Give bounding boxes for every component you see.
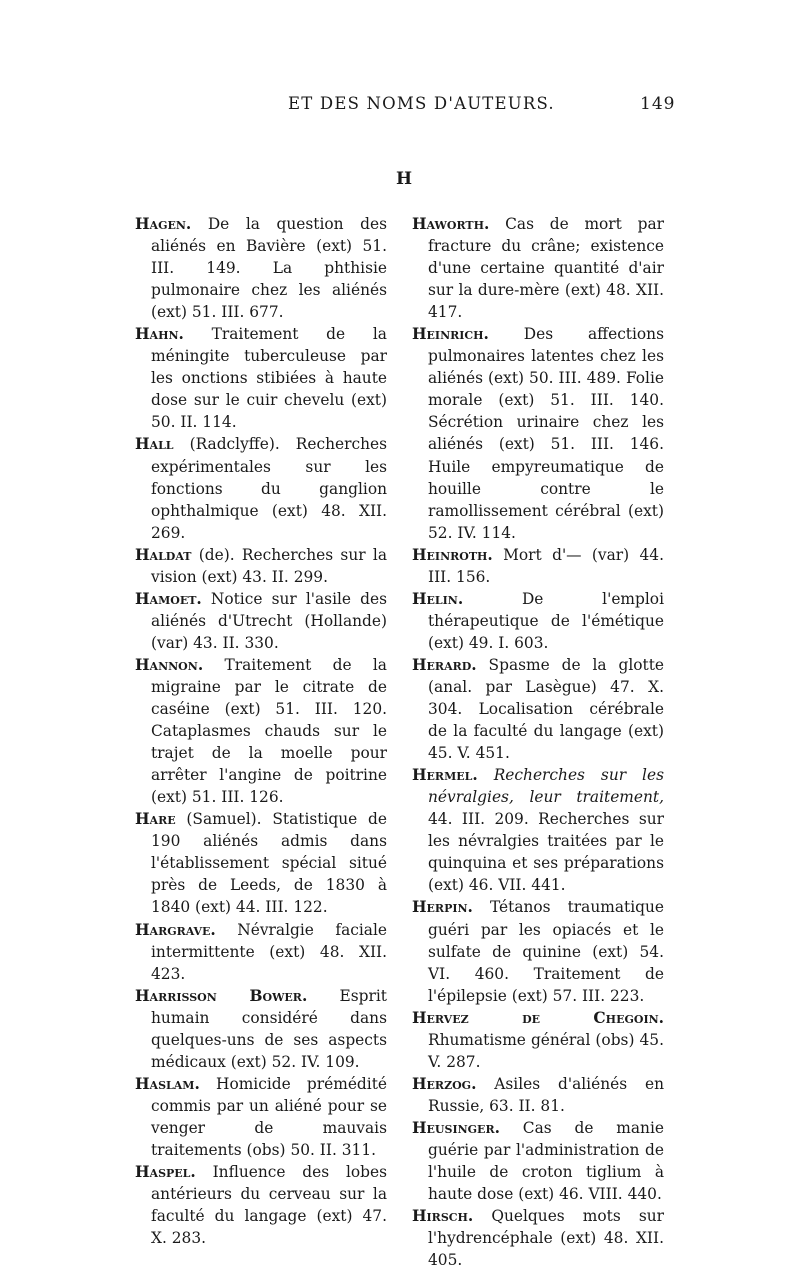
entry-text: Asiles d'aliénés en Russie, 63. II. 81. <box>428 1074 664 1115</box>
author-name: Herard. <box>412 655 477 674</box>
entry-text: (Samuel). Statistique de 190 aliénés admis dans l'établissement spécial situé près de Leeds, de 1830 à 1840 (ext) 44. III. 122. <box>151 810 387 917</box>
index-entry <box>412 1117 664 1205</box>
author-name: Helin. <box>412 589 464 608</box>
author-name: Haworth. <box>412 215 490 233</box>
entry-text: De la question des aliénés en Bavière (ext) 51. III. 149. La phthisie pulmonaire chez les aliénés (ext) 51. III. 677. <box>151 215 387 322</box>
entry-text: Spasme de la glotte (anal. par Lasègue) 47. X. 304. Localisation cérébrale de la faculté du langage (ext) 45. V. 451. <box>428 655 664 763</box>
author-name: Haspel. <box>135 1163 196 1182</box>
author-name: Herzog. <box>412 1074 477 1093</box>
author-name: Hall <box>135 435 174 454</box>
entry-text: Névralgie faciale intermittente (ext) 48. XII. 423. <box>151 920 387 983</box>
index-entry <box>412 588 664 654</box>
index-entry <box>135 808 387 918</box>
entry-text: Rhumatisme général (obs) 45. V. 287. <box>428 1030 664 1071</box>
author-name: Harrisson Bower. <box>135 986 308 1005</box>
entry-text: Homicide prémédité commis par un aliéné pour se venger de mauvais traitements (obs) 50. II. 311. <box>151 1074 387 1159</box>
work-title: Recherches sur les névralgies, leur traitement, <box>428 766 664 807</box>
author-name: Hare <box>135 810 176 829</box>
entry-text: Traitement de la méningite tuberculeuse par les onctions stibiées à haute dose sur le cuir chevelu (ext) 50. II. 114. <box>151 325 387 432</box>
index-entry <box>135 985 387 1073</box>
index-entry <box>135 919 387 985</box>
index-entry <box>135 433 387 543</box>
author-name: Haldat <box>135 545 192 564</box>
entry-text: Esprit humain considéré dans quelques-uns de ses aspects médicaux (ext) 52. IV. 109. <box>151 986 387 1071</box>
index-entry <box>135 654 387 808</box>
index-entry <box>135 213 387 323</box>
running-title: ET DES NOMS D'AUTEURS. <box>288 94 555 113</box>
entry-text: 44. III. 209. Recherches sur les névralgies traitées par le quinquina et ses préparations (ext) 46. VII. 441. <box>428 810 664 895</box>
entry-text: Mort d'— (var) 44. III. 156. <box>428 545 664 586</box>
index-entry <box>412 896 664 1006</box>
entry-text: Des affections pulmonaires latentes chez les aliénés (ext) 50. III. 489. Folie morale (ext) 51. III. 140. Sécrétion urinaire chez les aliénés (ext) 51. III. 146. Huile empyreumatique de houille contre le ramollissement cérébral (ext) 52. IV. 114. <box>428 325 664 542</box>
index-entry <box>412 1007 664 1073</box>
entry-text: Tétanos traumatique guéri par les opiacés et le sulfate de quinine (ext) 54. VI. 460. Traitement de l'épilepsie (ext) 57. III. 223. <box>428 898 664 1005</box>
entry-text: Traitement de la migraine par le citrate de caséine (ext) 51. III. 120. Cataplasmes chauds sur le trajet de la moelle pour arrêter l'angine de poitrine (ext) 51. III. 126. <box>151 655 387 807</box>
entry-text: (de). Recherches sur la vision (ext) 43. II. 299. <box>151 545 387 586</box>
page-number: 149 <box>640 94 676 114</box>
index-entry <box>412 764 664 896</box>
index-entry <box>412 544 664 588</box>
author-name: Hirsch. <box>412 1207 474 1226</box>
index-entry <box>135 1161 387 1249</box>
index-entry <box>412 654 664 764</box>
entry-text: Quelques mots sur l'hydrencéphale (ext) 48. XII. 405. <box>428 1207 664 1270</box>
author-name: Hargrave. <box>135 920 216 939</box>
author-name: Hervez de Chegoin. <box>412 1008 664 1027</box>
author-name: Heusinger. <box>412 1118 500 1137</box>
entry-text: Cas de manie guérie par l'administration de l'huile de croton tiglium à haute dose (ext) 46. VIII. 440. <box>428 1118 664 1204</box>
author-name: Haslam. <box>135 1074 200 1093</box>
index-entry <box>135 588 387 654</box>
author-name: Herpin. <box>412 898 473 917</box>
running-head <box>0 94 800 118</box>
author-name: Heinrich. <box>412 325 489 344</box>
author-name: Hamoet. <box>135 589 202 608</box>
author-name: Hannon. <box>135 655 204 674</box>
left-column <box>135 213 387 1249</box>
section-letter: H <box>396 169 413 189</box>
index-entry <box>412 323 664 543</box>
entry-text: Cas de mort par fracture du crâne; existence d'une certaine quantité d'air sur la dure-mère (ext) 48. XII. 417. <box>428 215 664 322</box>
index-entry <box>412 1205 664 1271</box>
right-column <box>412 213 664 1271</box>
entry-text: Notice sur l'asile des aliénés d'Utrecht (Hollande) (var) 43. II. 330. <box>151 589 387 652</box>
author-name: Hermel. <box>412 766 478 785</box>
index-entry <box>135 323 387 433</box>
index-entry <box>412 213 664 323</box>
index-entry <box>135 1073 387 1161</box>
author-name: Heinroth. <box>412 545 493 564</box>
author-name: Hagen. <box>135 215 192 233</box>
index-entry <box>412 1073 664 1117</box>
index-entry <box>135 544 387 588</box>
entry-text: Influence des lobes antérieurs du cerveau sur la faculté du langage (ext) 47. X. 283. <box>151 1163 387 1248</box>
entry-text: De l'emploi thérapeutique de l'émétique (ext) 49. I. 603. <box>428 589 664 652</box>
entry-text: (Radclyffe). Recherches expérimentales sur les fonctions du ganglion ophthalmique (ext) 48. XII. 269. <box>151 435 387 542</box>
author-name: Hahn. <box>135 325 184 344</box>
